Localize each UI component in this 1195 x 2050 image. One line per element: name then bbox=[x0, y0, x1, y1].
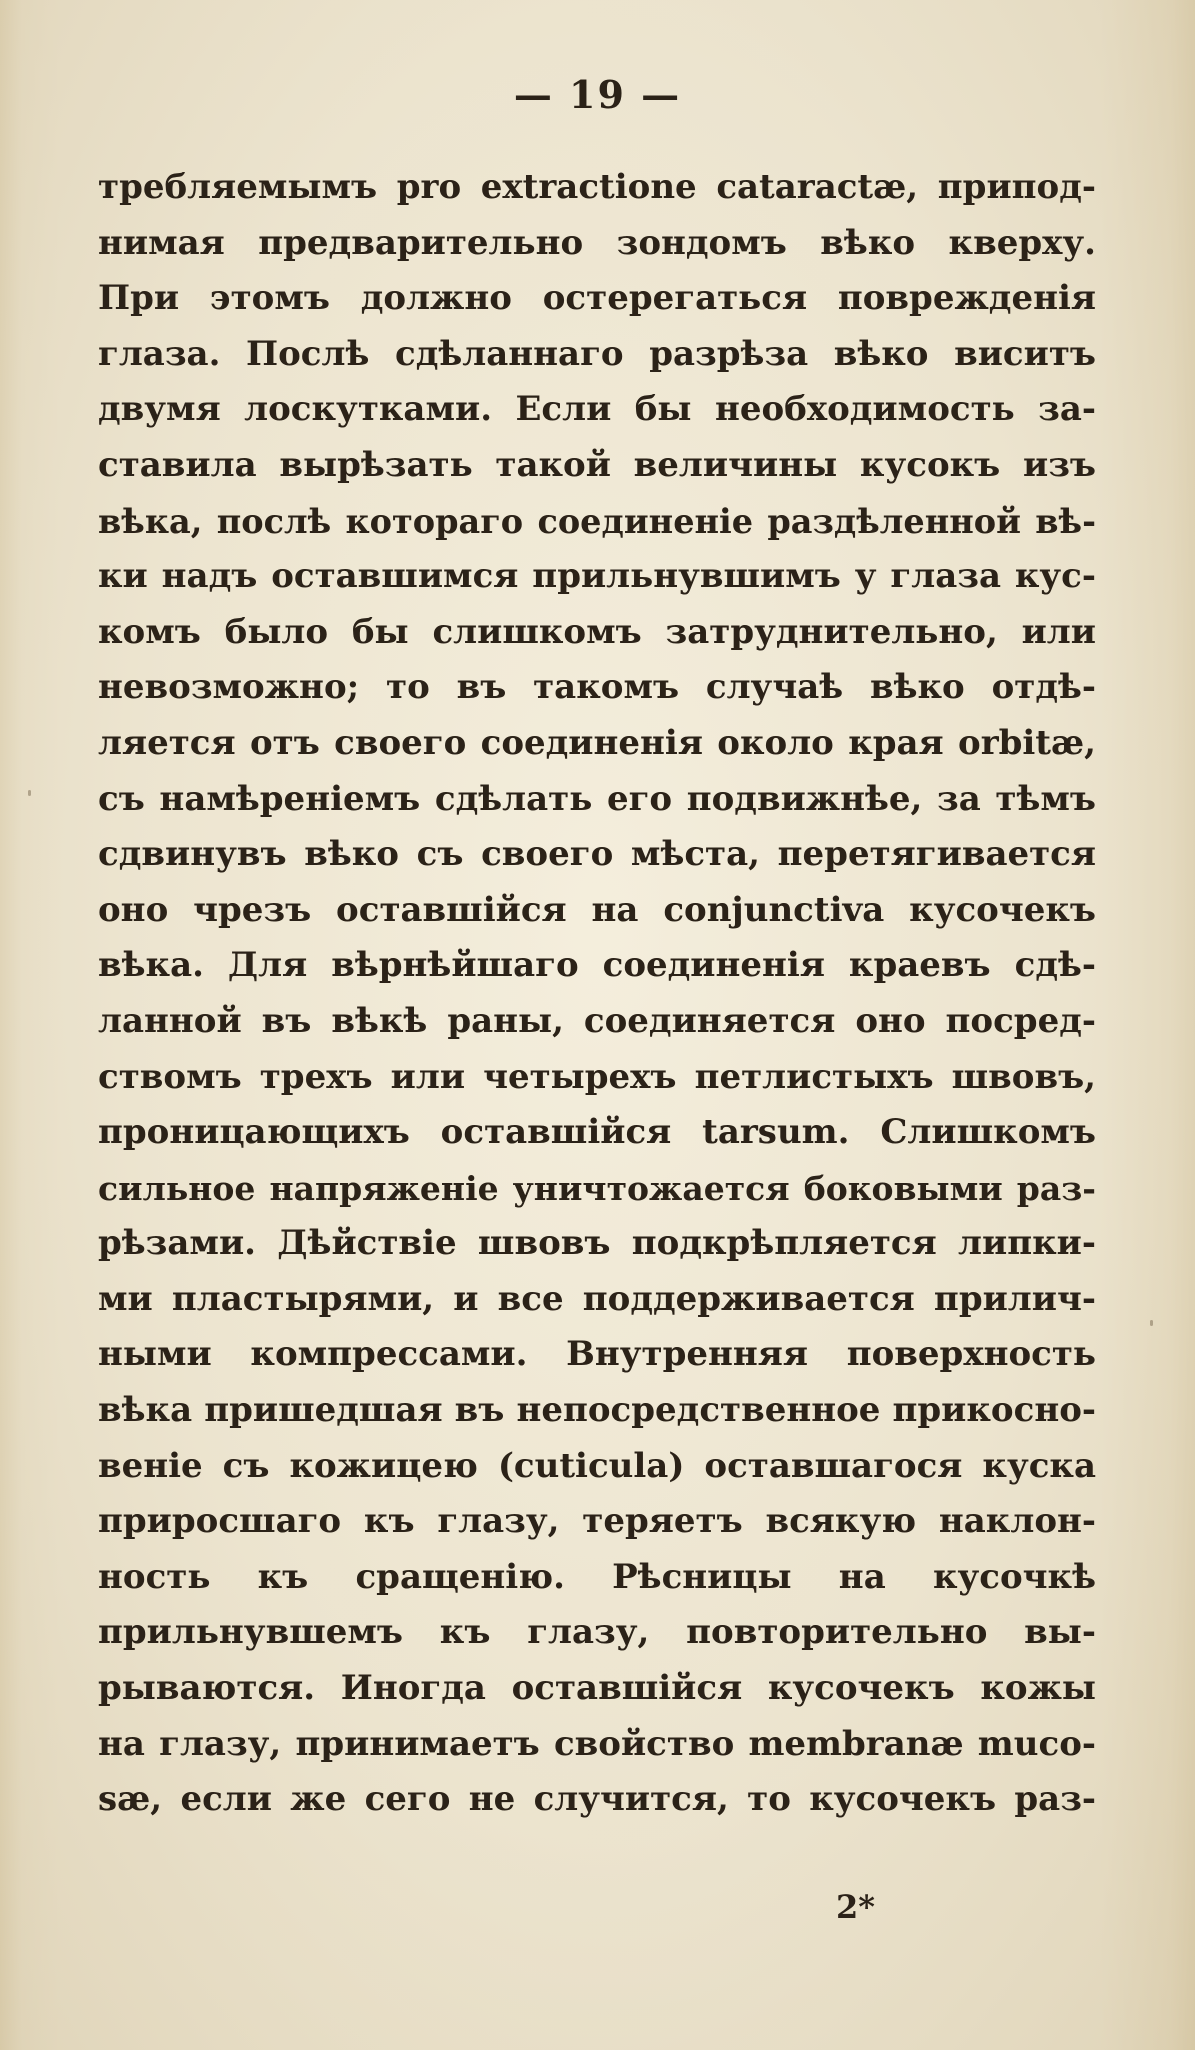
text-line: вѣка, послѣ котораго соединеніе раздѣленной вѣ- bbox=[98, 501, 1096, 541]
text-line: невозможно; то въ такомъ случаѣ вѣко отдѣ- bbox=[98, 667, 1096, 708]
text-line: ными компрессами. Внутренняя поверхность bbox=[98, 1334, 1096, 1375]
body-text bbox=[98, 160, 1096, 1828]
text-line: комъ было бы слишкомъ затруднительно, или bbox=[98, 611, 1096, 652]
text-line: съ намѣреніемъ сдѣлать его подвижнѣе, за тѣмъ bbox=[98, 778, 1096, 819]
text-line: При этомъ должно остерегаться поврежденія bbox=[98, 278, 1096, 319]
text-line: вѣка пришедшая въ непосредственное прикосно- bbox=[98, 1390, 1096, 1431]
text-line: ланной въ вѣкѣ раны, соединяется оно посред- bbox=[98, 1000, 1096, 1041]
paper-speck bbox=[1150, 1320, 1153, 1326]
text-line: двумя лоскутками. Если бы необходимость за- bbox=[98, 389, 1096, 430]
text-line: ми пластырями, и все поддерживается прилич- bbox=[98, 1278, 1096, 1319]
text-line: нимая предварительно зондомъ вѣко кверху. bbox=[98, 222, 1096, 263]
text-line: ставила вырѣзать такой величины кусокъ изъ bbox=[98, 444, 1096, 485]
text-line: sæ, если же сего не случится, то кусочекъ раз- bbox=[98, 1779, 1096, 1820]
text-line: оно чрезъ оставшійся на conjunctiva кусочекъ bbox=[98, 889, 1096, 930]
text-line: на глазу, принимаетъ свойство membranæ muco- bbox=[98, 1723, 1096, 1764]
signature-mark: 2* bbox=[836, 1888, 875, 1926]
text-line: сильное напряженіе уничтожается боковыми раз- bbox=[98, 1168, 1096, 1208]
text-line: ствомъ трехъ или четырехъ петлистыхъ швовъ, bbox=[98, 1056, 1096, 1097]
text-line: прильнувшемъ къ глазу, повторительно вы- bbox=[98, 1612, 1096, 1653]
paper-speck bbox=[28, 790, 31, 796]
text-line: вѣка. Для вѣрнѣйшаго соединенія краевъ сдѣ- bbox=[98, 945, 1096, 986]
text-line: сдвинувъ вѣко съ своего мѣста, перетягивается bbox=[98, 834, 1096, 875]
text-line: ляется отъ своего соединенія около края orbitæ, bbox=[98, 722, 1096, 763]
text-line: проницающихъ оставшійся tarsum. Слишкомъ bbox=[98, 1112, 1096, 1153]
text-line: глаза. Послѣ сдѣланнаго разрѣза вѣко виситъ bbox=[98, 333, 1096, 374]
text-line: ки надъ оставшимся прильнувшимъ у глаза кус- bbox=[98, 556, 1096, 597]
text-line: приросшаго къ глазу, теряетъ всякую наклон- bbox=[98, 1501, 1096, 1542]
text-line: требляемымъ pro extractione cataractæ, припод- bbox=[98, 167, 1096, 207]
text-line: веніе съ кожицею (cuticula) оставшагося куска bbox=[98, 1445, 1096, 1486]
text-line: ность къ сращенію. Рѣсницы на кусочкѣ bbox=[98, 1556, 1096, 1597]
page-number: — 19 — bbox=[513, 72, 682, 117]
text-line: рѣзами. Дѣйствіе швовъ подкрѣпляется липки- bbox=[98, 1223, 1096, 1264]
text-line: рываются. Иногда оставшійся кусочекъ кожы bbox=[98, 1668, 1096, 1709]
